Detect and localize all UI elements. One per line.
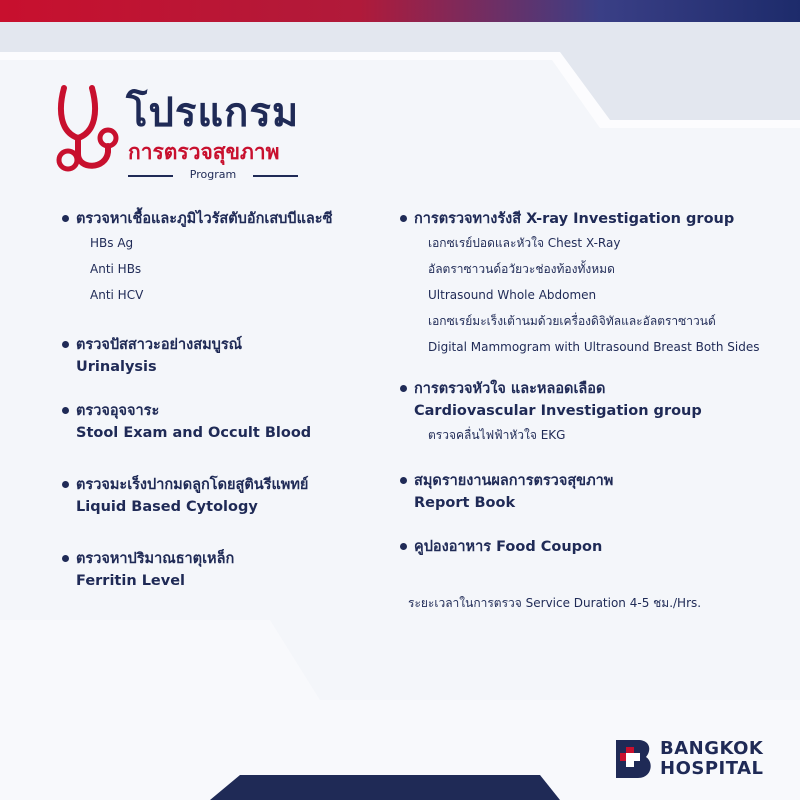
- bullet-icon: [62, 407, 69, 414]
- bullet-icon: [400, 477, 407, 484]
- bullet-icon: [400, 385, 407, 392]
- list-item: [400, 378, 780, 448]
- bullet-icon: [400, 543, 407, 550]
- sub-item: Ultrasound Whole Abdomen: [428, 288, 597, 302]
- list-item: [400, 470, 780, 514]
- bullet-icon: [62, 481, 69, 488]
- item-title-th: สมุดรายงานผลการตรวจสุขภาพ: [414, 473, 614, 489]
- page-title: โปรแกรม: [126, 90, 300, 136]
- list-item: [400, 208, 780, 360]
- item-title-th: ตรวจหาปริมาณธาตุเหล็ก: [76, 551, 235, 567]
- item-title-en: Urinalysis: [76, 359, 157, 375]
- item-title-th: ตรวจอุจจาระ: [76, 403, 160, 419]
- sub-item: Anti HBs: [90, 262, 142, 276]
- item-title-en: Stool Exam and Occult Blood: [76, 425, 312, 441]
- service-duration: ระยะเวลาในการตรวจ Service Duration 4-5 ชม./Hrs.: [408, 596, 702, 610]
- item-title-th: ตรวจหาเชื้อและภูมิไวรัสตับอักเสบบีและซี: [76, 211, 333, 227]
- page-subtitle: การตรวจสุขภาพ: [128, 140, 280, 164]
- right-column: [400, 208, 780, 558]
- list-item: [62, 400, 392, 444]
- sub-item: Anti HCV: [90, 288, 144, 302]
- program-label: Program: [189, 168, 237, 181]
- program-header: [56, 80, 376, 190]
- logo-line-2: HOSPITAL: [660, 758, 764, 779]
- bullet-icon: [62, 555, 69, 562]
- sub-item: เอกซเรย์ปอดและหัวใจ Chest X-Ray: [428, 236, 621, 250]
- sub-item: HBs Ag: [90, 236, 134, 250]
- list-item: [62, 548, 392, 592]
- sub-item: ตรวจคลื่นไฟฟ้าหัวใจ EKG: [428, 428, 566, 442]
- list-item: [400, 536, 780, 558]
- bullet-icon: [62, 341, 69, 348]
- item-title-en: Liquid Based Cytology: [76, 499, 258, 515]
- item-title-th: การตรวจทางรังสี X-ray Investigation group: [414, 211, 735, 227]
- item-title-th: คูปองอาหาร Food Coupon: [414, 539, 603, 555]
- sub-item: อัลตราซาวนด์อวัยวะช่องท้องทั้งหมด: [428, 262, 615, 276]
- sub-item: เอกซเรย์มะเร็งเต้านมด้วยเครื่องดิจิทัลและอัลตราซาวนด์: [428, 314, 716, 328]
- logo-line-1: BANGKOK: [660, 738, 764, 759]
- program-label-row: [128, 168, 298, 184]
- bullet-icon: [400, 215, 407, 222]
- item-title-th: การตรวจหัวใจ และหลอดเลือด: [414, 381, 606, 397]
- list-item: [62, 334, 392, 378]
- item-title-en: Report Book: [414, 495, 516, 511]
- bullet-icon: [62, 215, 69, 222]
- sub-item: Digital Mammogram with Ultrasound Breast Both Sides: [428, 340, 760, 354]
- item-title-en: Ferritin Level: [76, 573, 186, 589]
- bangkok-hospital-logo: [614, 738, 784, 780]
- divider: [253, 175, 298, 177]
- logo-text: [660, 739, 764, 779]
- stethoscope-icon: [56, 80, 126, 180]
- list-item: [62, 208, 392, 308]
- list-item: [62, 474, 392, 518]
- item-title-en: Cardiovascular Investigation group: [414, 403, 702, 419]
- left-column: [62, 208, 392, 592]
- item-title-th: ตรวจมะเร็งปากมดลูกโดยสูตินรีแพทย์: [76, 477, 309, 493]
- item-title-th: ตรวจปัสสาวะอย่างสมบูรณ์: [76, 337, 243, 353]
- hospital-cross-icon: [614, 738, 654, 780]
- divider: [128, 175, 173, 177]
